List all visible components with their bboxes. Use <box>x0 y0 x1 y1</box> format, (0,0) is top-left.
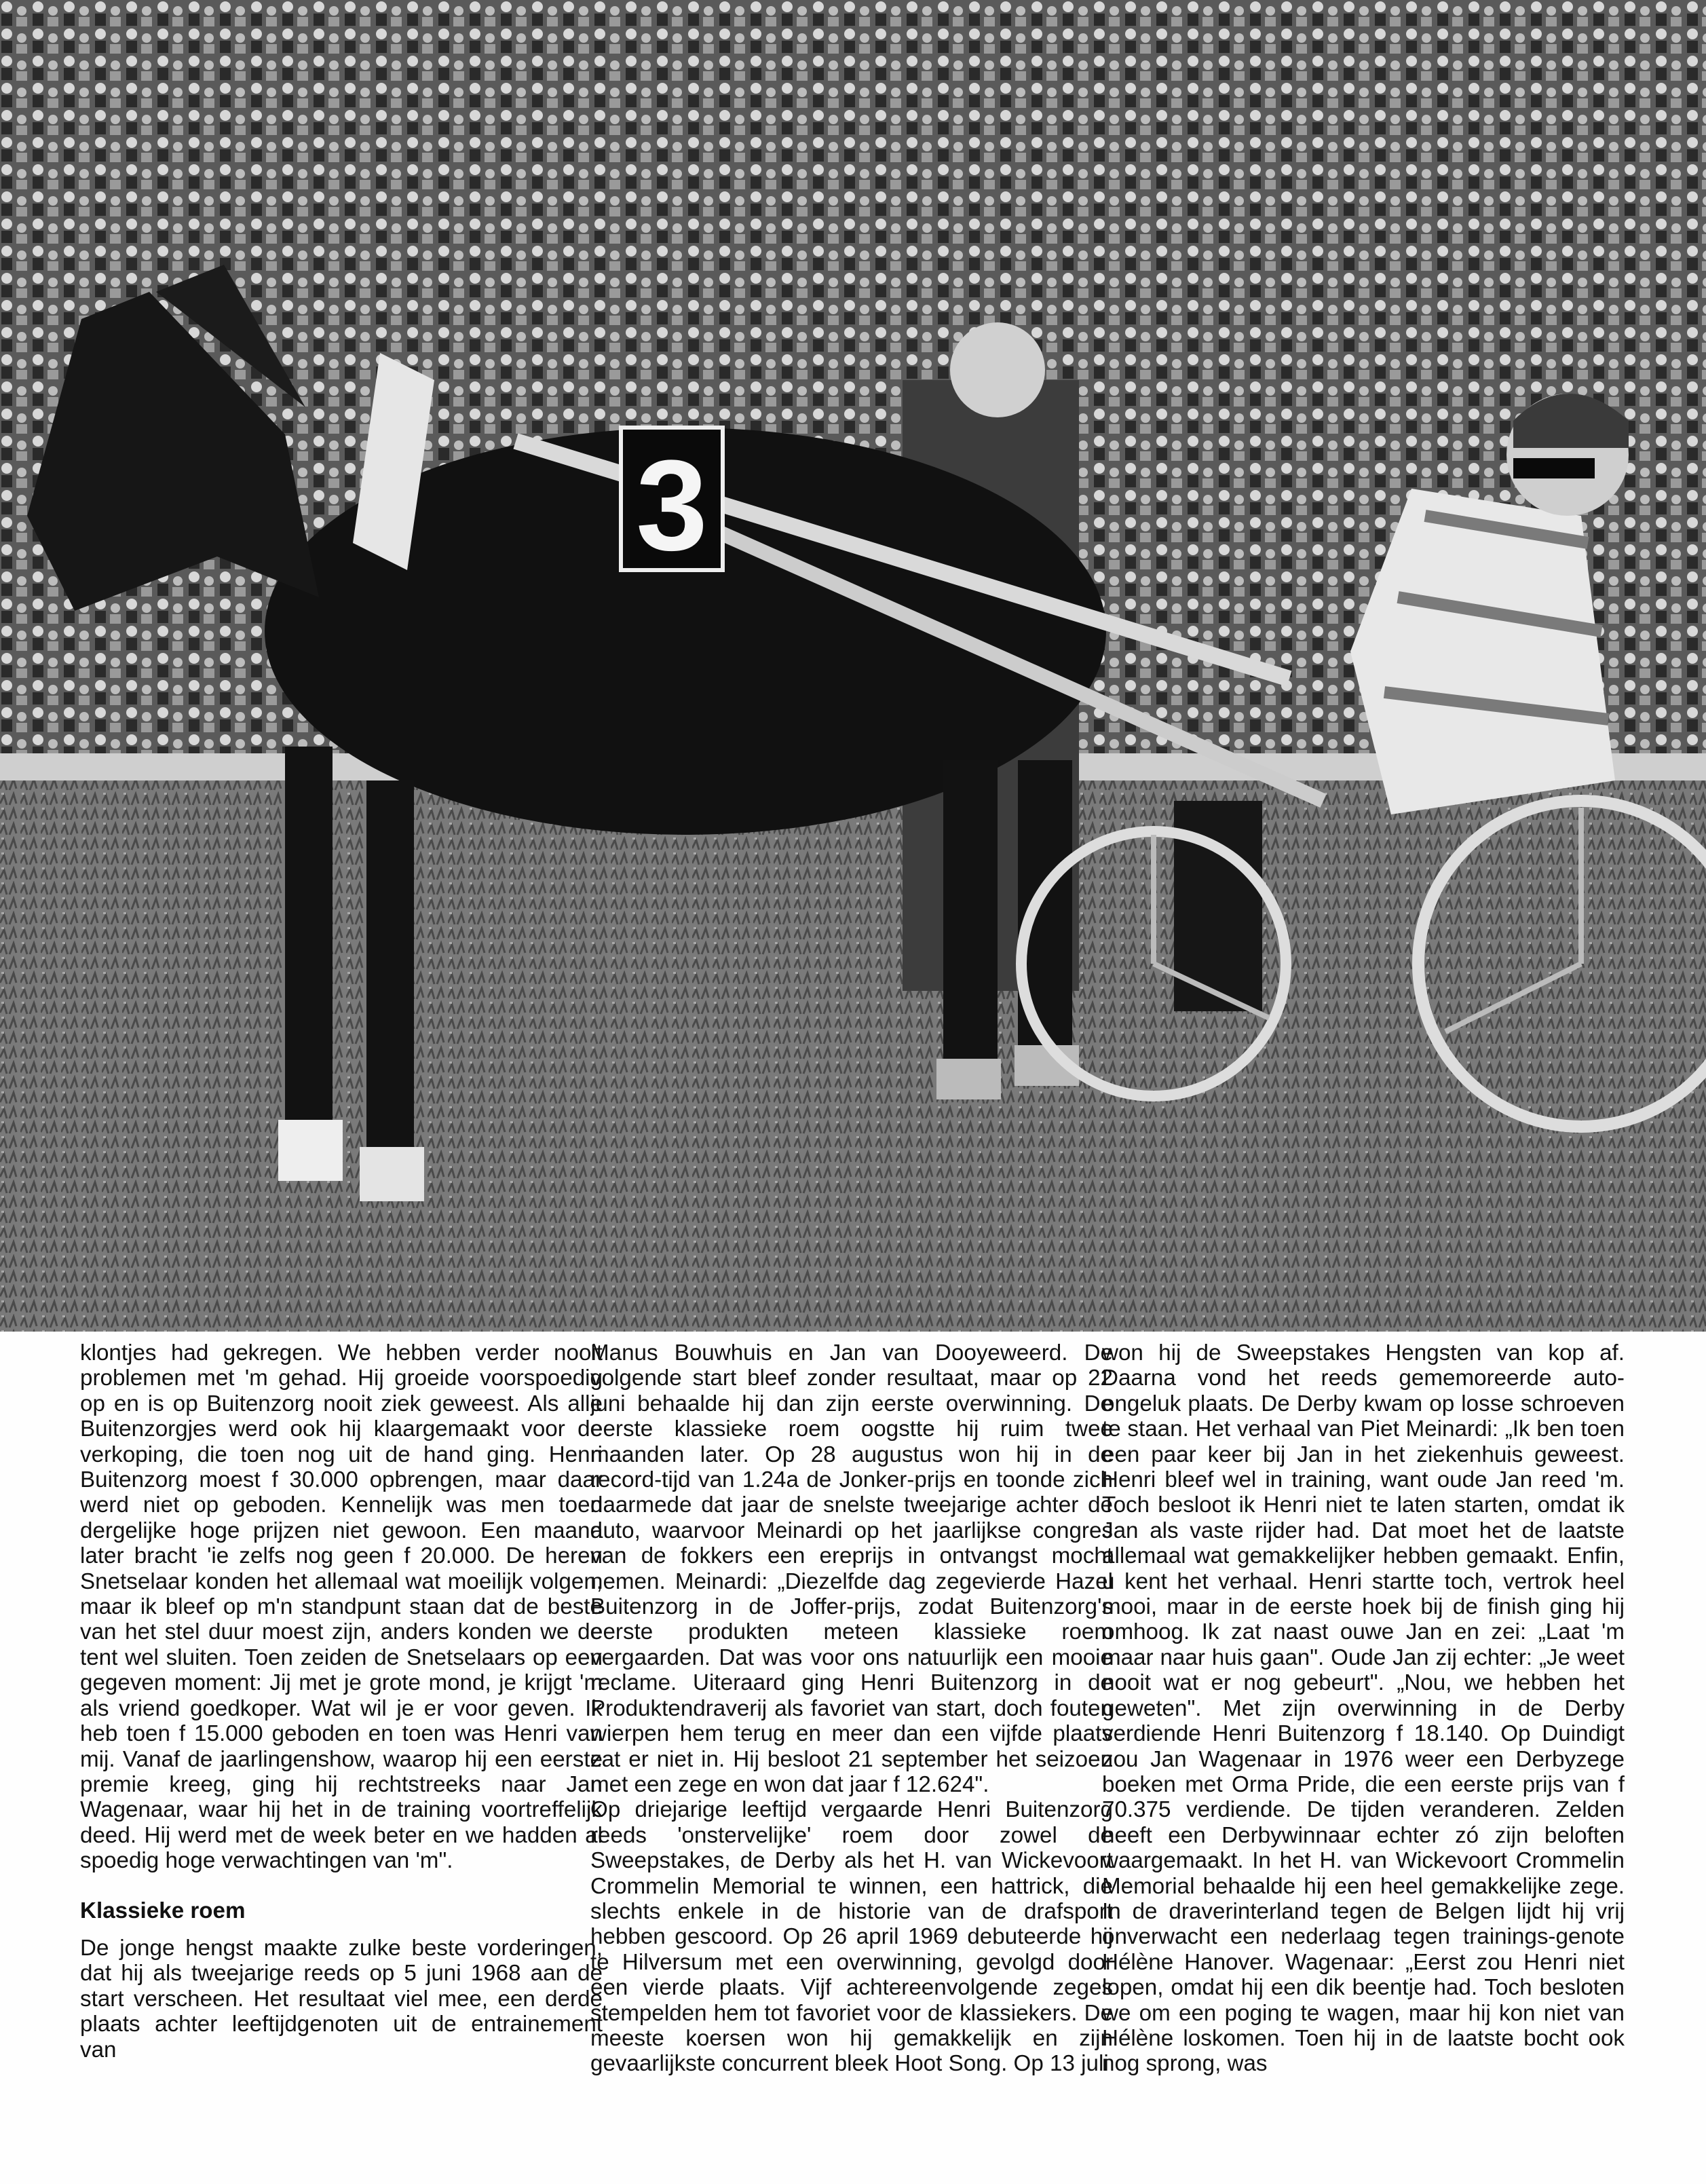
section-heading: Klassieke roem <box>80 1898 246 1923</box>
text-column-2 <box>590 1340 1113 2179</box>
paragraph: Manus Bouwhuis en Jan van Dooyeweerd. De volgende start bleef zonder resultaat, maar op 22 juni behaalde hij dan zijn eerste overwinning. De eerste klassieke roem oogstte hij ruim twee maanden later. Op 28 augustus won hij in de record-tijd van 1.24a de Jonker-prijs en toonde zich daarmede dat jaar de snelste tweejarige achter de auto, waarvoor Meinardi op het jaarlijkse congres van de fokkers een ereprijs in ontvangst mocht nemen. Meinardi: „Diezelfde dag zegevierde Hazel Buitenzorg in de Joffer-prijs, zodat Buitenzorg's eerste produkten meteen klassieke roem vergaarden. Dat was voor ons natuurlijk een mooie reclame. Uiteraard ging Henri Buitenzorg in de Produktendraverij als favoriet van start, doch fouten wierpen hem terug en meer dan een vijfde plaats zat er niet in. Hij besloot 21 september het seizoen met een zege en won dat jaar f 12.624". <box>590 1340 1113 1797</box>
text-column-1 <box>80 1340 603 2179</box>
paragraph: Op driejarige leeftijd vergaarde Henri Buitenzorg reeds 'onstervelijke' roem door zowel de Sweepstakes, de Derby als het H. van Wickevoort Crommelin Memorial te winnen, een hattrick, die slechts enkele in de historie van de drafsport hebben gescoord. Op 26 april 1969 debuteerde hij te Hilversum met een overwinning, gevolgd door een vierde plaats. Vijf achtereenvolgende zeges stempelden hem tot favoriet voor de klassiekers. De meeste koersen won hij gemakkelijk en zijn gevaarlijkste concurrent bleek Hoot Song. Op 13 juli <box>590 1797 1113 2077</box>
paragraph: won hij de Sweepstakes Hengsten van kop af. Daarna vond het reeds gememoreerde auto-ongeluk plaats. De Derby kwam op losse schroeven te staan. Het verhaal van Piet Meinardi: „Ik ben toen een paar keer bij Jan in het ziekenhuis geweest. Henri bleef wel in training, want oude Jan reed 'm. Toch besloot ik Henri niet te laten starten, omdat ik Jan als vaste rijder had. Dat moet het de laatste allemaal wat gemakkelijker hebben gemaakt. Enfin, u kent het verhaal. Henri startte toch, vertrok heel mooi, maar in de eerste hoek bij de finish ging hij omhoog. Ik zat naast ouwe Jan en zei: „Laat 'm maar naar huis gaan". Oude Jan zij echter: „Je weet nooit wat er nog gebeurt". „Nou, we hebben het geweten". Met zijn overwinning in de Derby verdiende Henri Buitenzorg f 18.140. Op Duindigt zou Jan Wagenaar in 1976 weer een Derbyzege boeken met Orma Pride, die een eerste prijs van f 70.375 verdiende. De tijden veranderen. Zelden heeft een Derbywinnaar echter zó zijn beloften waargemaakt. In het H. van Wickevoort Crommelin Memorial behaalde hij een heel gemakkelijke zege. In de draverinterland tegen de Belgen lijdt hij vrij onverwacht een nederlaag tegen trainings-genote Hélène Hanover. Wagenaar: „Eerst zou Henri niet lopen, omdat hij een dik beentje had. Toch besloten we om een poging te wagen, maar hij kon niet van Hélène loskomen. Toen hij in de laatste bocht ook nog sprong, was <box>1102 1340 1625 2077</box>
text-column-3 <box>1102 1340 1625 2179</box>
saddle-cloth <box>621 428 723 578</box>
paragraph: klontjes had gekregen. We hebben verder nooit problemen met 'm gehad. Hij groeide voorspoedig op en is op Buitenzorg nooit ziek geweest. Als alle Buitenzorgjes werd ook hij klaargemaakt voor de verkoping, die toen nog uit de hand ging. Henri Buitenzorg moest f 30.000 opbrengen, maar daar werd niet op geboden. Kennelijk was men toen dergelijke hoge prijzen niet gewoon. Een maand later bracht 'ie zelfs nog geen f 20.000. De heren Snetselaar konden het allemaal wat moeilijk volgen, maar ik bleef op m'n standpunt staan dat de beste van het stel duur moest zijn, anders konden we de tent wel sluiten. Toen zeiden de Snetselaars op een gegeven moment: Jij met je grote mond, je krijgt 'm als vriend goedkoper. Wat wil je er voor geven. Ik heb toen f 15.000 geboden en toen was Henri van mij. Vanaf de jaarlingenshow, waarop hij een eerste premie kreeg, ging hij rechtstreeks naar Jan Wagenaar, waar hij het in de training voortreffelijk deed. Hij werd met de week beter en we hadden al spoedig hoge verwachtingen van 'm". <box>80 1340 603 1874</box>
saddle-number: 3 <box>636 434 708 578</box>
paragraph: De jonge hengst maakte zulke beste vorderingen, dat hij als tweejarige reeds op 5 juni 1968 aan de start verscheen. Het resultaat viel mee, een derde plaats achter leeftijdgenoten uit de entrainement van <box>80 1935 603 2063</box>
